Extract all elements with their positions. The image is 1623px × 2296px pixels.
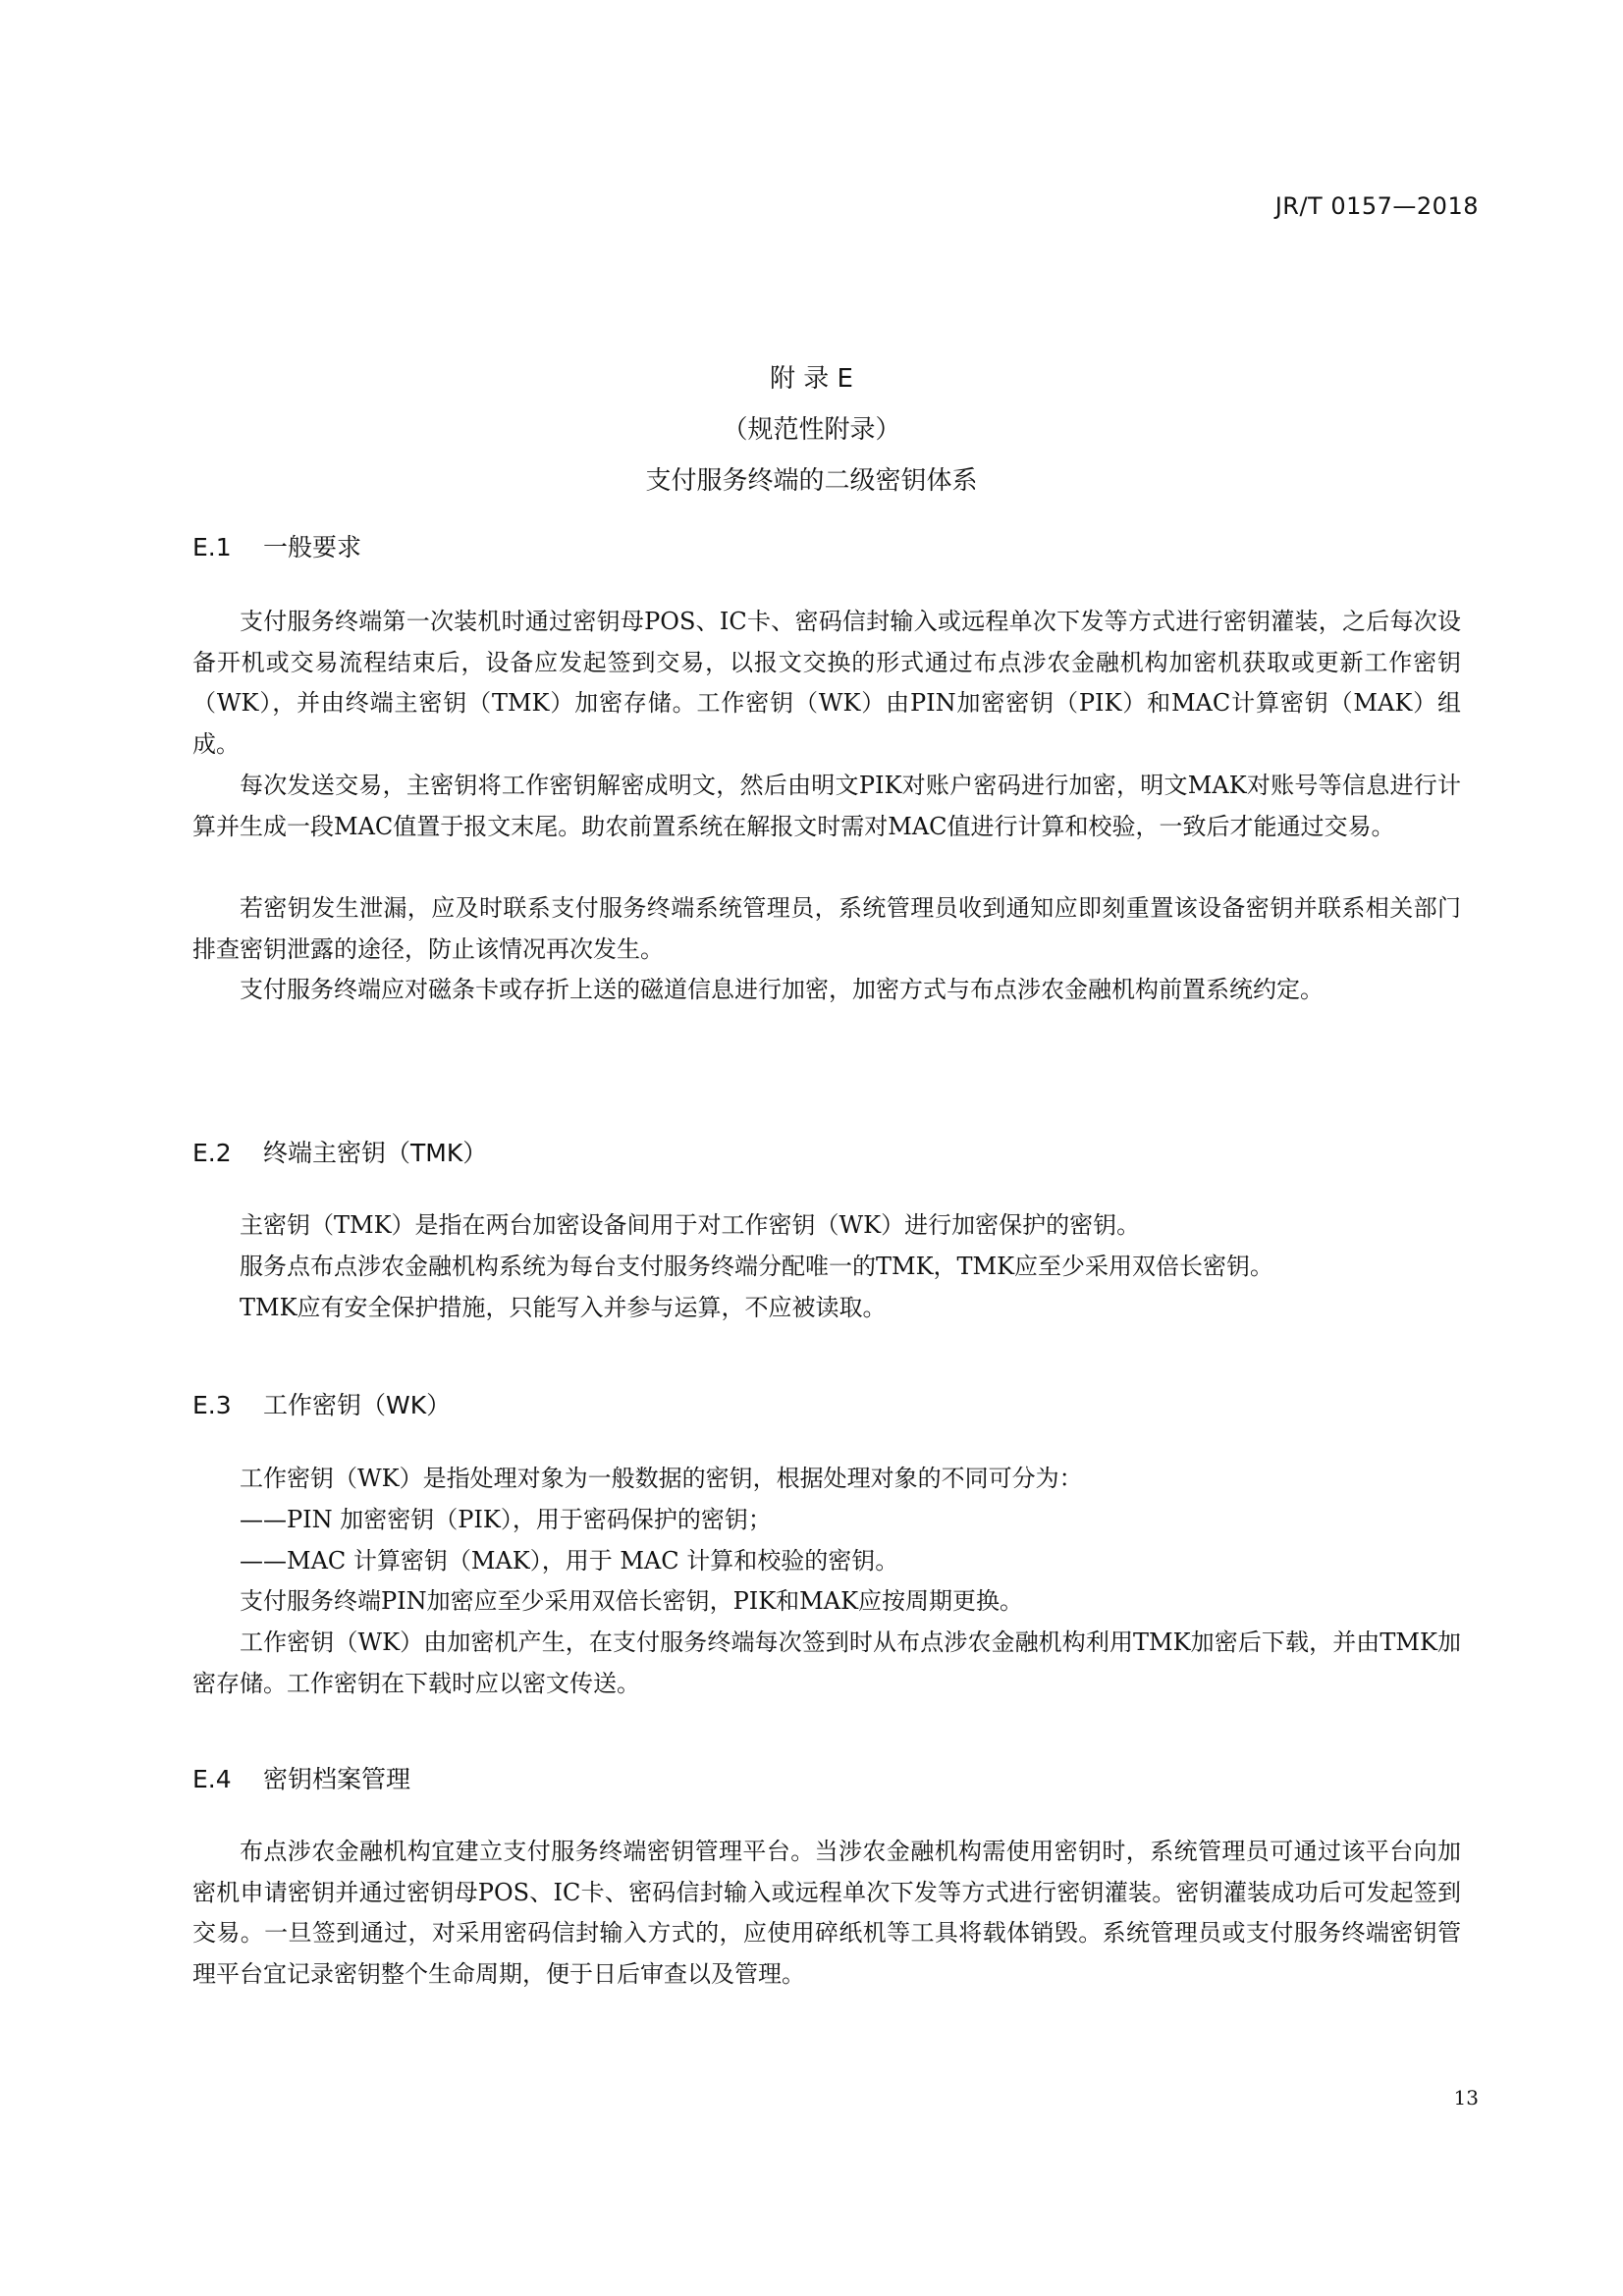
section-title: 工作密钥（WK） [263,1391,452,1419]
paragraph: TMK应有安全保护措施，只能写入并参与运算，不应被读取。 [240,1294,887,1321]
section-heading-e1 [192,528,361,563]
paragraph: 主密钥（TMK）是指在两台加密设备间用于对工作密钥（WK）进行加密保护的密钥。 [240,1211,1141,1239]
list-item: ——PIN 加密密钥（PIK），用于密码保护的密钥； [240,1506,772,1533]
section-number: E.4 [192,1765,232,1793]
appendix-heading [0,353,1623,507]
section-heading-e2 [192,1134,487,1169]
paragraph: 布点涉农金融机构宜建立支付服务终端密钥管理平台。当涉农金融机构需使用密钥时，系统管理员可通过该平台向加密机申请密钥并通过密钥母POS、IC卡、密码信封输入或远程单次下发等方式进行密钥灌装。密钥灌装成功后可发起签到交易。一旦签到通过，对采用密码信封输入方式的，应使用碎纸机等工具将载体销毁。系统管理员或支付服务终端密钥管理平台宜记录密钥整个生命周期，便于日后审查以及管理。 [192,1838,1461,1988]
paragraph: 若密钥发生泄漏，应及时联系支付服务终端系统管理员，系统管理员收到通知应即刻重置该设备密钥并联系相关部门排查密钥泄露的途径，防止该情况再次发生。 [192,894,1461,963]
paragraph: 工作密钥（WK）是指处理对象为一般数据的密钥，根据处理对象的不同可分为： [240,1465,1083,1492]
paragraph: 每次发送交易，主密钥将工作密钥解密成明文，然后由明文PIK对账户密码进行加密，明文MAK对账号等信息进行计算并生成一段MAC值置于报文末尾。助农前置系统在解报文时需对MAC值进行计算和校验，一致后才能通过交易。 [192,772,1461,840]
section-heading-e3 [192,1386,451,1421]
paragraph: 工作密钥（WK）由加密机产生，在支付服务终端每次签到时从布点涉农金融机构利用TMK加密后下载，并由TMK加密存储。工作密钥在下载时应以密文传送。 [192,1629,1461,1697]
standard-number: JR/T 0157—2018 [1274,192,1479,220]
paragraph: 支付服务终端第一次装机时通过密钥母POS、IC卡、密码信封输入或远程单次下发等方式进行密钥灌装，之后每次设备开机或交易流程结束后，设备应发起签到交易，以报文交换的形式通过布点涉农金融机构加密机获取或更新工作密钥（WK），并由终端主密钥（TMK）加密存储。工作密钥（WK）由PIN加密密钥（PIK）和MAC计算密钥（MAK）组成。 [192,608,1461,758]
appendix-title: 支付服务终端的二级密钥体系 [645,466,978,496]
list-item: ——MAC 计算密钥（MAK），用于 MAC 计算和校验的密钥。 [240,1547,899,1575]
page-number: 13 [1453,2086,1479,2109]
paragraph: 支付服务终端应对磁条卡或存折上送的磁道信息进行加密，加密方式与布点涉农金融机构前置系统约定。 [240,976,1324,1003]
section-title: 一般要求 [263,533,362,561]
appendix-label: 附 录 E [770,364,853,394]
paragraph: 服务点布点涉农金融机构系统为每台支付服务终端分配唯一的TMK，TMK应至少采用双倍长密钥。 [240,1253,1274,1280]
section-heading-e4 [192,1760,410,1795]
section-title: 终端主密钥（TMK） [263,1139,488,1167]
paragraph: 支付服务终端PIN加密应至少采用双倍长密钥，PIK和MAK应按周期更换。 [240,1587,1024,1615]
section-number: E.1 [192,533,232,561]
section-number: E.2 [192,1139,232,1167]
appendix-type: （规范性附录） [722,415,901,445]
section-title: 密钥档案管理 [263,1765,411,1793]
section-number: E.3 [192,1391,232,1419]
